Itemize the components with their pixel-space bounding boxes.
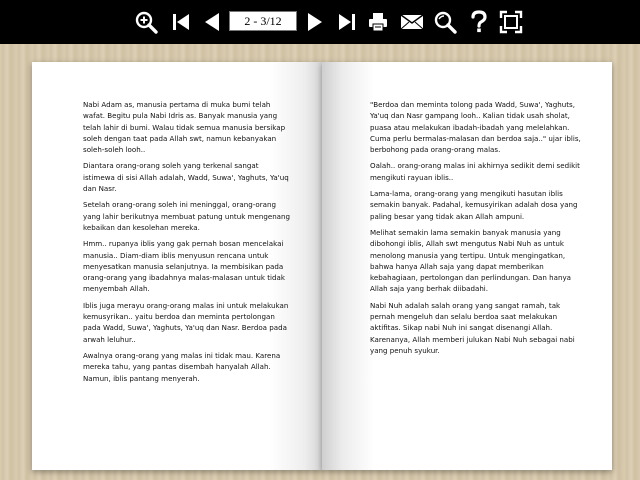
left-page-text: [83, 99, 291, 389]
paragraph: "Berdoa dan meminta tolong pada Wadd, Suwa', Yaghuts, Ya'uq dan Nasr gampang looh.. Kalian tidak usah sholat, puasa atau melakukan ibadah-ibadah yang melelahkan. Cuma perlu bermalas-malasan dan berdoa saja.." ujar iblis, berbohong pada orang-orang malas.: [370, 100, 581, 155]
first-page-icon: [171, 12, 191, 32]
paragraph: Awalnya orang-orang yang malas ini tidak mau. Karena mereka tahu, yang pantas disembah hanyalah Allah. Namun, iblis pantang menyerah.: [83, 350, 281, 383]
previous-page-button[interactable]: [199, 9, 225, 35]
email-button[interactable]: [399, 9, 425, 35]
toolbar: [0, 0, 640, 44]
first-page-button[interactable]: [168, 9, 194, 35]
paragraph: Iblis juga merayu orang-orang malas ini untuk melakukan kemusyrikan.. yaitu berdoa dan meminta pertolongan pada Wadd, Suwa', Yaghuts, Ya'uq dan Nasr. Berdoa pada arwah leluhur..: [83, 300, 289, 344]
previous-page-icon: [202, 12, 222, 32]
left-page[interactable]: [32, 62, 322, 470]
search-button[interactable]: [432, 9, 458, 35]
paragraph: Oalah.. orang-orang malas ini akhirnya sedikit demi sedikit mengikuti rayuan iblis..: [370, 161, 580, 182]
zoom-in-button[interactable]: [133, 9, 159, 35]
email-icon: [400, 12, 424, 32]
zoom-in-icon: [134, 10, 158, 34]
paragraph: Hmm.. rupanya iblis yang gak pernah bosan mencelakai manusia.. Diam-diam iblis menyusun rencana untuk menyesatkan manusia selanjutnya. Ia membisikan pada orang-orang yang ibadahnya malas-malasan untuk tidak menyembah Allah.: [83, 239, 285, 294]
fullscreen-icon: [499, 10, 523, 34]
fullscreen-button[interactable]: [498, 9, 524, 35]
paragraph: Nabi Nuh adalah salah orang yang sangat ramah, tak pernah mengeluh dan selalu berdoa saat melakukan aktifitas. Sikap nabi Nuh ini sangat disenangi Allah. Karenanya, Allah memberi julukan Nabi Nuh sebagai nabi yang penuh syukur.: [370, 300, 575, 355]
last-page-icon: [337, 12, 357, 32]
page-number-input[interactable]: [229, 11, 297, 31]
search-icon: [433, 10, 457, 34]
book-spread: [32, 62, 612, 472]
right-page[interactable]: [322, 62, 612, 470]
paragraph: Diantara orang-orang soleh yang terkenal sangat istimewa di sisi Allah adalah, Wadd, Suwa', Yaghuts, Ya'uq dan Nasr.: [83, 161, 289, 194]
print-button[interactable]: [365, 9, 391, 35]
next-page-button[interactable]: [302, 9, 328, 35]
paragraph: Setelah orang-orang soleh ini meninggal, orang-orang yang lahir berikutnya membuat patung untuk mengenang kebaikan dan kesolehan mereka.: [83, 200, 291, 232]
paragraph: Melihat semakin lama semakin banyak manusia yang dibohongi iblis, Allah swt mengutus Nabi Nuh as untuk menolong manusia yang tertipu. Untuk mengingatkan, bahwa hanya Allah saja yang dapat memberikan kebahagiaan, pertolongan dan perlindungan. Dan hanya Allah saja yang berhak diibadahi.: [370, 227, 572, 294]
last-page-button[interactable]: [334, 9, 360, 35]
help-icon: [469, 10, 489, 34]
right-page-text: [370, 99, 584, 361]
paragraph: Lama-lama, orang-orang yang mengikuti hasutan iblis semakin banyak. Padahal, kemusyirikan adalah dosa yang paling besar yang tidak akan Allah ampuni.: [370, 189, 578, 221]
paragraph: Nabi Adam as, manusia pertama di muka bumi telah wafat. Begitu pula Nabi Idris as. Banyak manusia yang telah lahir di bumi. Walau tidak semua manusia bersikap soleh dengan taat pada Allah swt, namun kebanyakan soleh-soleh looh..: [83, 100, 286, 155]
help-button[interactable]: [466, 9, 492, 35]
next-page-icon: [305, 12, 325, 32]
print-icon: [367, 11, 389, 33]
